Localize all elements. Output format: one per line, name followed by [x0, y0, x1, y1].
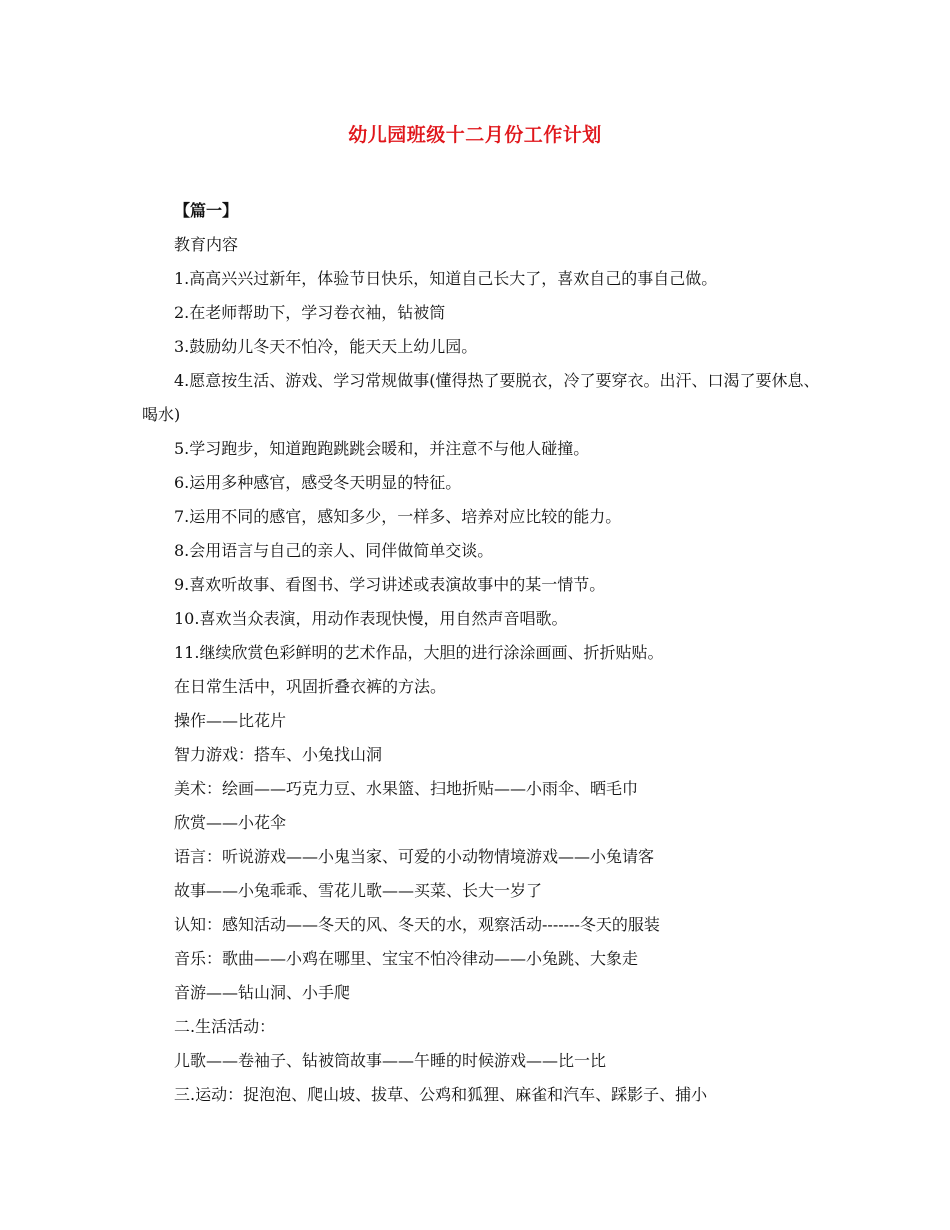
list-item: 9.喜欢听故事、看图书、学习讲述或表演故事中的某一情节。	[174, 575, 606, 594]
section-heading: 【篇一】	[174, 201, 239, 220]
paragraph: 操作——比花片	[174, 711, 287, 730]
list-item: 11.继续欣赏色彩鲜明的艺术作品，大胆的进行涂涂画画、折折贴贴。	[174, 643, 664, 662]
list-item: 6.运用多种感官，感受冬天明显的特征。	[174, 473, 462, 492]
paragraph: 语言：听说游戏——小鬼当家、可爱的小动物情境游戏——小兔请客	[174, 847, 655, 866]
paragraph: 儿歌——卷袖子、钻被筒故事——午睡的时候游戏——比一比	[174, 1051, 607, 1070]
document-title: 幼儿园班级十二月份工作计划	[348, 124, 602, 146]
paragraph: 故事——小兔乖乖、雪花儿歌——买菜、长大一岁了	[174, 881, 543, 900]
paragraph: 欣赏——小花伞	[174, 813, 287, 832]
paragraph: 教育内容	[174, 235, 239, 254]
list-item: 3.鼓励幼儿冬天不怕冷，能天天上幼儿园。	[174, 337, 478, 356]
paragraph: 音游——钻山洞、小手爬	[174, 983, 351, 1002]
list-item: 5.学习跑步，知道跑跑跳跳会暖和，并注意不与他人碰撞。	[174, 439, 590, 458]
list-item: 7.运用不同的感官，感知多少，一样多、培养对应比较的能力。	[174, 507, 622, 526]
list-item: 4.愿意按生活、游戏、学习常规做事(懂得热了要脱衣，冷了要穿衣。出汗、口渴了要休息、喝水)	[142, 371, 820, 424]
list-item: 1.高高兴兴过新年，体验节日快乐，知道自己长大了，喜欢自己的事自己做。	[174, 269, 718, 288]
paragraph: 二.生活活动：	[174, 1017, 276, 1036]
document-body	[142, 194, 822, 1112]
paragraph: 认知：感知活动——冬天的风、冬天的水，观察活动-------冬天的服装	[174, 915, 660, 934]
paragraph: 在日常生活中，巩固折叠衣裤的方法。	[174, 677, 447, 696]
list-item: 10.喜欢当众表演，用动作表现快慢，用自然声音唱歌。	[174, 609, 568, 628]
paragraph: 美术：绘画——巧克力豆、水果篮、扫地折贴——小雨伞、晒毛巾	[174, 779, 639, 798]
list-item: 8.会用语言与自己的亲人、同伴做简单交谈。	[174, 541, 494, 560]
paragraph: 三.运动：捉泡泡、爬山坡、拔草、公鸡和狐狸、麻雀和汽车、踩影子、捕小	[174, 1085, 708, 1104]
paragraph: 智力游戏：搭车、小兔找山洞	[174, 745, 383, 764]
list-item: 2.在老师帮助下，学习卷衣袖，钻被筒	[174, 303, 446, 322]
paragraph: 音乐：歌曲——小鸡在哪里、宝宝不怕冷律动——小兔跳、大象走	[174, 949, 639, 968]
